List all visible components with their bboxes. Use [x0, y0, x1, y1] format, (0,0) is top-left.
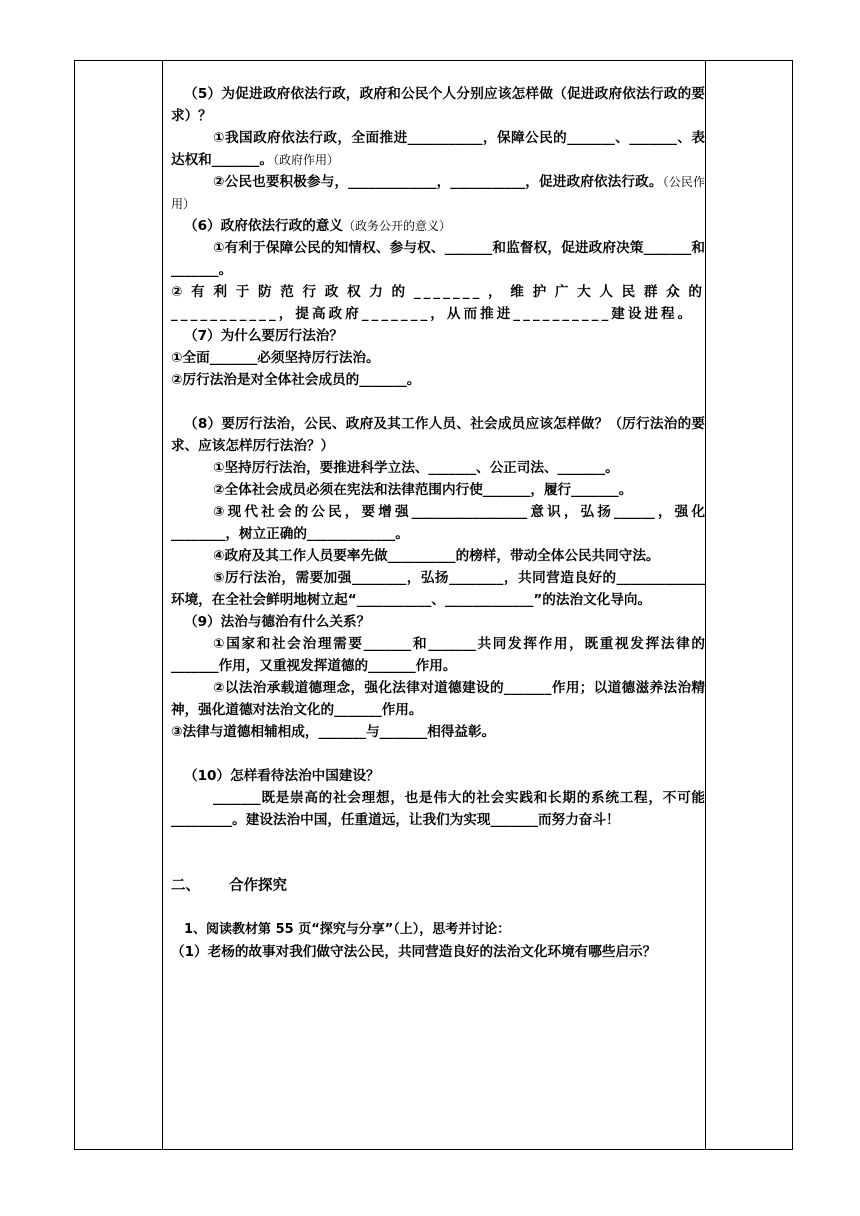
- question-6-answer-1: ①有利于保障公民的知情权、参与权、_______和监督权，促进政府决策_______和_______。: [171, 240, 705, 278]
- question-8-answer-3: ③现代社会的公民，要增强_________________意识，弘扬______，强化________，树立正确的_____________。: [171, 504, 705, 542]
- question-5-title: （5）为促进政府依法行政，政府和公民个人分别应该怎样做（促进政府依法行政的要求）？: [171, 86, 705, 124]
- table-divider-right: [705, 61, 706, 1149]
- question-9-answer-3: ③法律与道德相辅相成，_______与_______相得益彰。: [171, 724, 496, 740]
- question-10-title: （10）怎样看待法治中国建设？: [184, 768, 380, 784]
- section-2-item-1-question-1: （1）老杨的故事对我们做守法公民，共同营造良好的法治文化环境有哪些启示？: [171, 944, 657, 960]
- section-2-item-1: 1、阅读教材第 55 页“探究与分享”（上），思考并讨论：: [184, 922, 511, 937]
- question-8-answer-5: ⑤厉行法治，需要加强________，弘扬________，共同营造良好的_____________环境，在全社会鲜明地树立起“___________、_____________”的法治文化导向。: [171, 570, 705, 608]
- question-6-answer-2: ②有利于防范行政权力的_______，维护广大人民群众的___________，提高政府_______，从而推进__________建设进程。: [171, 284, 705, 322]
- question-8-answer-1: ①坚持厉行法治，要推进科学立法、_______、公正司法、_______。: [213, 460, 619, 476]
- question-9-answer-2: ②以法治承载道德理念，强化法律对道德建设的_______作用；以道德滋养法治精神，强化道德对法治文化的_______作用。: [171, 680, 705, 718]
- question-7-answer-1: ①全面_______必须坚持厉行法治。: [171, 350, 380, 366]
- question-8-answer-2: ②全体社会成员必须在宪法和法律范围内行使_______，履行_______。: [213, 482, 633, 498]
- question-9-answer-1: ①国家和社会治理需要_______和_______共同发挥作用，既重视发挥法律的_______作用，又重视发挥道德的_______作用。: [171, 636, 705, 674]
- question-5-answer-2-note: （公民作用）: [171, 175, 705, 211]
- section-2-number: 二、: [171, 878, 200, 894]
- question-8-answer-4: ④政府及其工作人员要率先做__________的榜样，带动全体公民共同守法。: [213, 548, 660, 564]
- question-5-answer-1-note: （政府作用）: [272, 153, 339, 167]
- spacer: [171, 853, 705, 875]
- question-5-answer-2: ②公民也要积极参与，_____________，___________，促进政府依法行政。（公民作用）: [171, 174, 705, 211]
- question-9-title: （9）法治与德治有什么关系？: [184, 614, 371, 630]
- spacer: [171, 391, 705, 413]
- table-divider-left: [162, 61, 163, 1149]
- section-2-title: 合作探究: [229, 878, 287, 894]
- question-6-title: （6）政府依法行政的意义（政务公开的意义）: [184, 218, 452, 234]
- section-2-heading: [171, 875, 705, 897]
- question-7-title: （7）为什么要厉行法治？: [184, 328, 343, 344]
- spacer: [171, 897, 705, 919]
- worksheet-content: [171, 83, 705, 963]
- spacer: [171, 743, 705, 765]
- worksheet-table: [74, 60, 793, 1150]
- spacer: [171, 831, 705, 853]
- question-8-title: （8）要厉行法治，公民、政府及其工作人员、社会成员应该怎样做？（厉行法治的要求、应该怎样厉行法治？）: [171, 416, 705, 454]
- question-7-answer-2: ②厉行法治是对全体社会成员的_______。: [171, 372, 421, 388]
- question-10-answer-1: _______既是崇高的社会理想，也是伟大的社会实践和长期的系统工程，不可能_________。建设法治中国，任重道远，让我们为实现_______而努力奋斗！: [171, 790, 705, 828]
- question-6-title-note: （政务公开的意义）: [343, 219, 452, 233]
- question-5-answer-1: ①我国政府依法行政，全面推进___________，保障公民的_______、_______、表达权和_______。（政府作用）: [171, 130, 705, 168]
